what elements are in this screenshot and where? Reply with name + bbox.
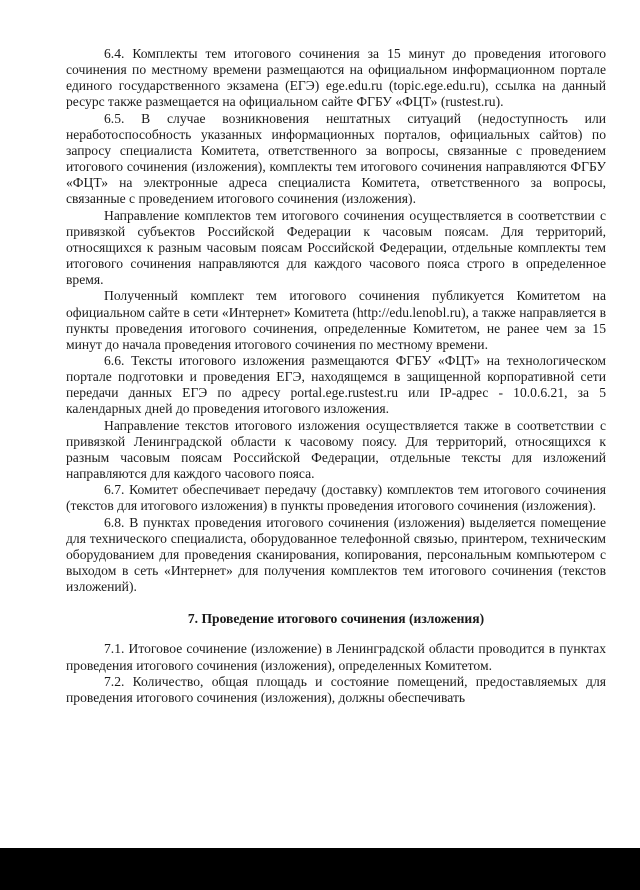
paragraph-6-6: 6.6. Тексты итогового изложения размещаются ФГБУ «ФЦТ» на технологическом портале подготовки и проведения ЕГЭ, находящемся в защищенной корпоративной сети передачи данных ЕГЭ по адресу portal.ege.rustest.ru или IP-адрес - 10.0.6.21, за 5 календарных дней до проведения итогового изложения.	[66, 352, 606, 417]
paragraph-6-5: 6.5. В случае возникновения нештатных ситуаций (недоступность или неработоспособность указанных информационных порталов, официальных сайтов) по запросу специалиста Комитета, ответственного за вопросы, связанные с проведением итогового сочинения (изложения), комплекты тем итогового сочинения направляются ФГБУ «ФЦТ» на электронные адреса специалиста Комитета, ответственного за вопросы, связанные с проведением итогового сочинения (изложения).	[66, 110, 606, 207]
paragraph-7-2: 7.2. Количество, общая площадь и состояние помещений, предоставляемых для проведения итогового сочинения (изложения), должны обеспечивать	[66, 673, 606, 705]
paragraph-6-4: 6.4. Комплекты тем итогового сочинения за 15 минут до проведения итогового сочинения по местному времени размещаются на официальном информационном портале единого государственного экзамена (ЕГЭ) ege.edu.ru (topic.ege.edu.ru), ссылка на данный ресурс также размещается на официальном сайте ФГБУ «ФЦТ» (rustest.ru).	[66, 46, 606, 110]
scan-border-bar	[0, 848, 640, 890]
paragraph-6-6-directions: Направление текстов итогового изложения осуществляется также в соответствии с привязкой Ленинградской области к часовому поясу. Для территорий, относящихся к разным часовым поясам Российской Федерации, отдельные тексты для изложений направляются для каждого часового пояса.	[66, 417, 606, 482]
document-page	[66, 46, 606, 706]
paragraph-6-7: 6.7. Комитет обеспечивает передачу (доставку) комплектов тем итогового сочинения (текстов для итогового изложения) в пункты проведения итогового сочинения (изложения).	[66, 482, 606, 514]
paragraph-6-5-directions: Направление комплектов тем итогового сочинения осуществляется в соответствии с привязкой субъектов Российской Федерации к часовым поясам. Для территорий, относящихся к разным часовым поясам Российской Федерации, отдельные комплекты тем итогового сочинения направляются для каждого часового пояса строго в определенное время.	[66, 207, 606, 288]
paragraph-6-5-publication: Полученный комплект тем итогового сочинения публикуется Комитетом на официальном сайте в сети «Интернет» Комитета (http://edu.lenobl.ru), а также направляется в пункты проведения итогового сочинения, определенные Комитетом, не ранее чем за 15 минут до начала проведения итогового сочинения по местному времени.	[66, 288, 606, 352]
paragraph-6-8: 6.8. В пунктах проведения итогового сочинения (изложения) выделяется помещение для технического специалиста, оборудованное телефонной связью, принтером, техническим оборудованием для проведения сканирования, копирования, персональным компьютером с выходом в сеть «Интернет» для получения комплектов тем итогового сочинения (текстов изложений).	[66, 514, 606, 595]
paragraph-7-1: 7.1. Итоговое сочинение (изложение) в Ленинградской области проводится в пунктах проведения итогового сочинения (изложения), определенных Комитетом.	[66, 641, 606, 673]
section-7-heading: 7. Проведение итогового сочинения (изложения)	[187, 611, 485, 627]
